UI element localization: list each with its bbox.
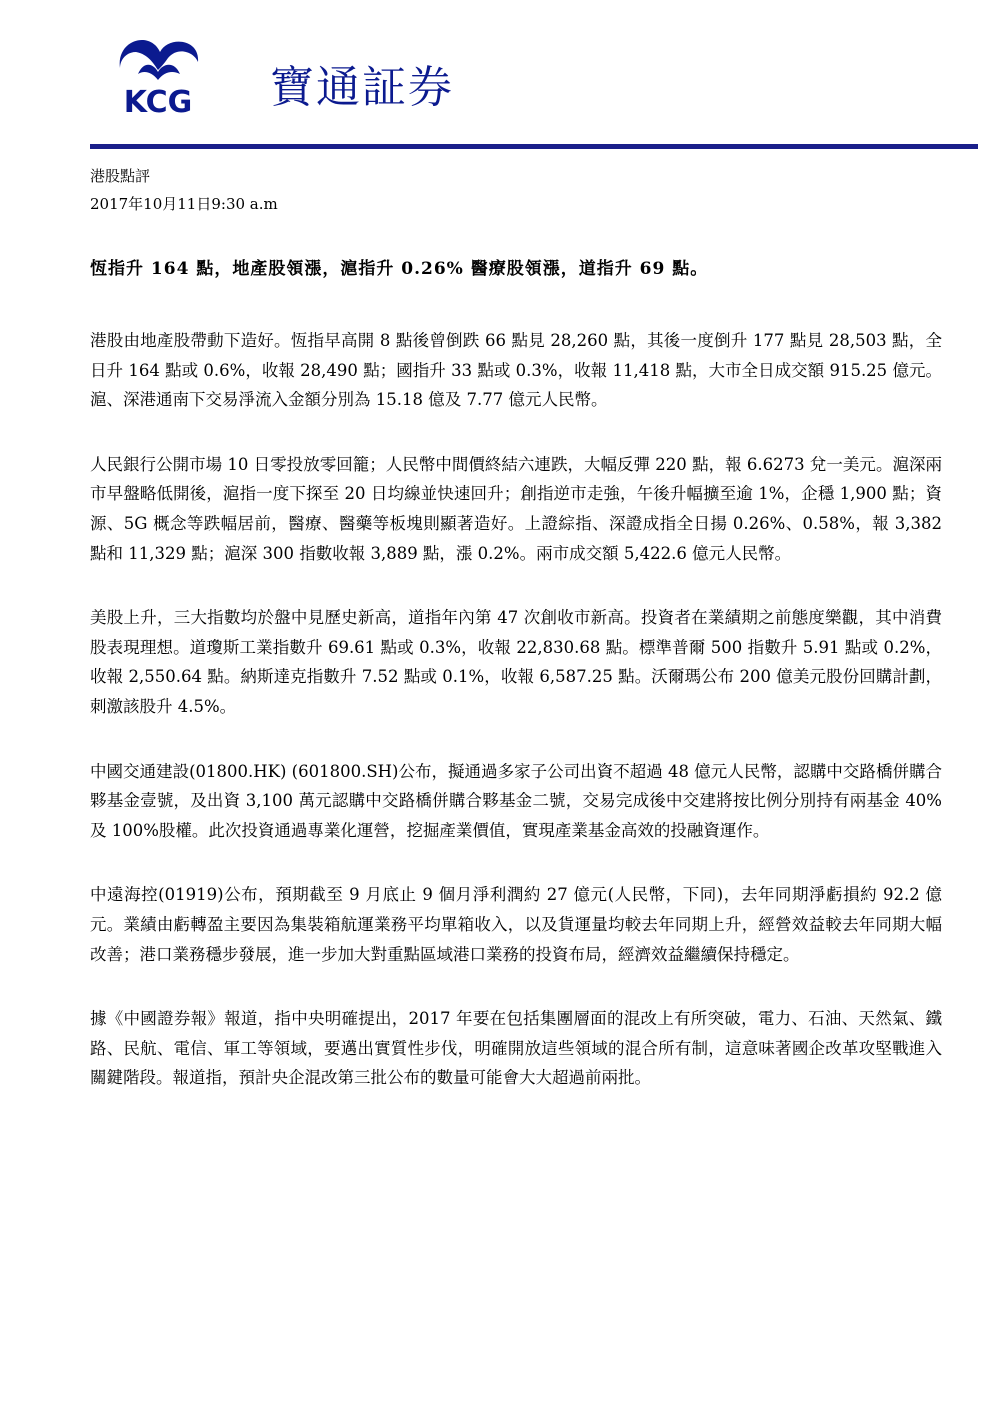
header-divider (90, 144, 978, 149)
report-category: 港股點評 (90, 167, 151, 185)
brand-name: 寶通証券 (270, 62, 454, 113)
page-header (0, 0, 992, 150)
paragraph-us-market: 美股上升，三大指數均於盤中見歷史新高，道指年內第 47 次創收市新高。投資者在業績期之前態度樂觀，其中消費股表現理想。道瓊斯工業指數升 69.61 點或 0.3%，收報 22,830.68 點。標準普爾 500 指數升 5.91 點或 0.2%，收報 2,550.64 點。納斯達克指數升 7.52 點或 0.1%，收報 6,587.25 點。沃爾瑪公布 200 億美元股份回購計劃，刺激該股升 4.5%。 (90, 608, 942, 716)
report-headline: 恆指升 164 點，地產股領漲，滬指升 0.26% 醫療股領漲，道指升 69 點。 (90, 259, 709, 279)
paragraph-cosco: 中遠海控(01919)公布，預期截至 9 月底止 9 個月淨利潤約 27 億元(人民幣，下同)，去年同期淨虧損約 92.2 億元。業績由虧轉盈主要因為集裝箱航運業務平均單箱收入，以及貨運量均較去年同期上升，經營效益較去年同期大幅改善；港口業務穩步發展，進一步加大對重點區域港口業務的投資布局，經濟效益繼續保持穩定。 (90, 885, 942, 964)
report-datetime: 2017年10月11日9:30 a.m (90, 195, 278, 213)
paragraph-china-market: 人民銀行公開市場 10 日零投放零回籠；人民幣中間價終結六連跌，大幅反彈 220 點，報 6.6273 兌一美元。滬深兩市早盤略低開後，滬指一度下探至 20 日均線並快速回升；創指逆市走強，午後升幅擴至逾 1%，企穩 1,900 點；資源、5G 概念等跌幅居前，醫療、醫藥等板塊則顯著造好。上證綜指、深證成指全日揚 0.26%、0.58%，報 3,382 點和 11,329 點；滬深 300 指數收報 3,889 點，漲 0.2%。兩市成交額 5,422.6 億元人民幣。 (90, 454, 942, 563)
paragraph-soe-reform: 據《中國證券報》報道，指中央明確提出，2017 年要在包括集團層面的混改上有所突破，電力、石油、天然氣、鐵路、民航、電信、軍工等領域，要邁出實質性步伐，明確開放這些領域的混合所有制，這意味著國企改革攻堅戰進入關鍵階段。報道指，預計央企混改第三批公布的數量可能會大大超過前兩批。 (90, 1009, 942, 1088)
report-body (90, 326, 942, 1128)
report-meta (90, 162, 278, 218)
paragraph-ccc: 中國交通建設(01800.HK) (601800.SH)公布，擬通過多家子公司出資不超過 48 億元人民幣，認購中交路橋併購合夥基金壹號，及出資 3,100 萬元認購中交路橋併購合夥基金二號，交易完成後中交建將按比例分別持有兩基金 40%及 100%股權。此次投資通過專業化運營，挖掘產業價值，實現產業基金高效的投融資運作。 (90, 761, 942, 840)
logo-text: KCG (123, 85, 193, 120)
paragraph-hk-market: 港股由地產股帶動下造好。恆指早高開 8 點後曾倒跌 66 點見 28,260 點，其後一度倒升 177 點見 28,503 點，全日升 164 點或 0.6%，收報 28,490 點；國指升 33 點或 0.3%，收報 11,418 點，大市全日成交額 915.25 億元。滬、深港通南下交易淨流入金額分別為 15.18 億及 7.77 億元人民幣。 (90, 331, 942, 410)
kcg-logo (108, 30, 208, 120)
